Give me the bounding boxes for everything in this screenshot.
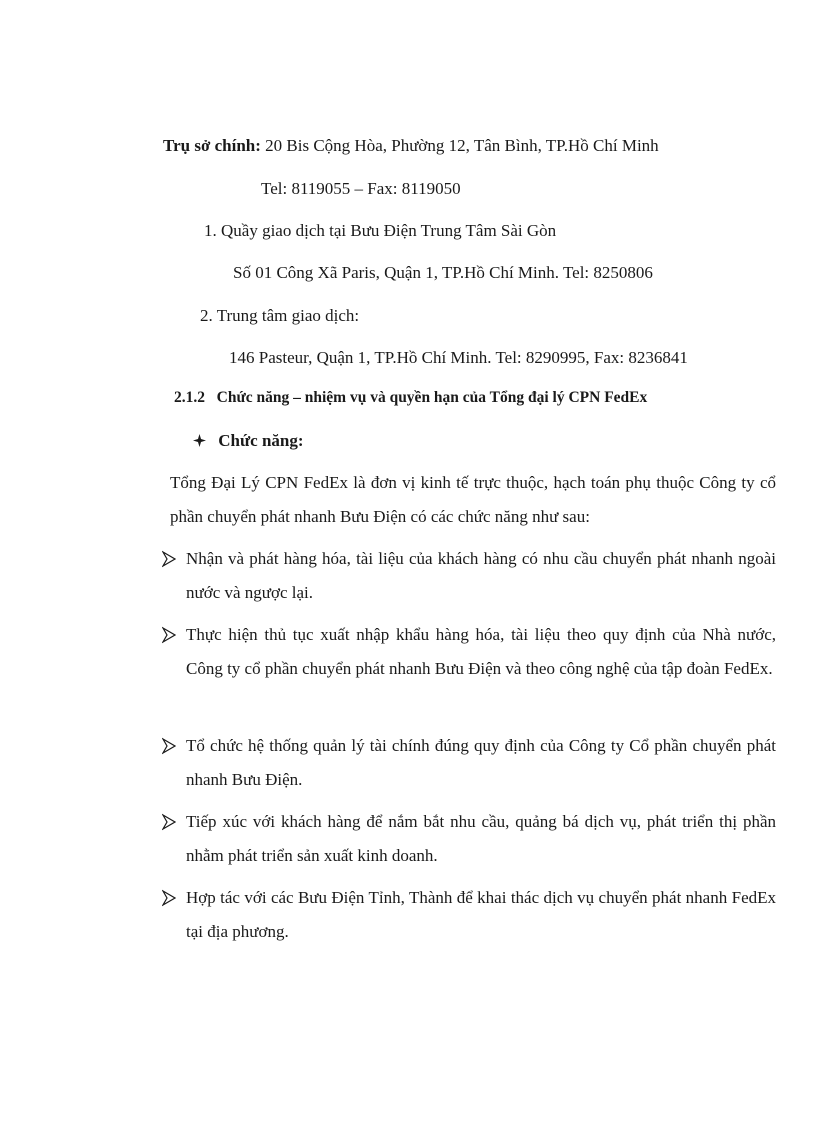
location-2-title: 2. Trung tâm giao dịch: [200, 306, 360, 325]
list-item-text: Hợp tác với các Bưu Điện Tỉnh, Thành để khai thác dịch vụ chuyển phát nhanh FedEx tại địa phương. [186, 888, 776, 941]
arrow-bullet-icon [162, 548, 176, 570]
section-heading [174, 387, 647, 409]
headquarters-address: 20 Bis Cộng Hòa, Phường 12, Tân Bình, TP.Hồ Chí Minh [260, 136, 659, 155]
list-item-text: Thực hiện thủ tục xuất nhập khẩu hàng hóa, tài liệu theo quy định của Nhà nước, Công ty cổ phần chuyển phát nhanh Bưu Điện và theo công nghệ của tập đoàn FedEx. [186, 625, 776, 678]
arrow-bullet-icon [162, 811, 176, 833]
arrow-bullet-icon [162, 887, 176, 909]
intro-paragraph: Tổng Đại Lý CPN FedEx là đơn vị kinh tế trực thuộc, hạch toán phụ thuộc Công ty cổ phần chuyển phát nhanh Bưu Điện có các chức năng như sau: [170, 473, 776, 526]
list-item [162, 542, 776, 610]
headquarters-line [163, 135, 659, 157]
diamond-bullet-icon [193, 434, 206, 447]
section-title: Chức năng – nhiệm vụ và quyền hạn của Tổng đại lý CPN FedEx [216, 389, 648, 406]
list-item [162, 729, 776, 797]
location-2-detail: 146 Pasteur, Quận 1, TP.Hồ Chí Minh. Tel: 8290995, Fax: 8236841 [229, 348, 688, 367]
subsection-title: Chức năng: [218, 431, 304, 450]
list-item-text: Nhận và phát hàng hóa, tài liệu của khách hàng có nhu cầu chuyển phát nhanh ngoài nước và ngược lại. [186, 549, 776, 602]
list-item [162, 881, 776, 949]
arrow-bullet-icon [162, 624, 176, 646]
subsection-heading [193, 430, 304, 452]
location-1-detail: Số 01 Công Xã Paris, Quận 1, TP.Hồ Chí Minh. Tel: 8250806 [233, 263, 653, 282]
section-number: 2.1.2 [174, 389, 205, 406]
location-1-title: 1. Quầy giao dịch tại Bưu Điện Trung Tâm Sài Gòn [204, 221, 557, 240]
arrow-bullet-icon [162, 735, 176, 757]
list-item-text: Tiếp xúc với khách hàng để nắm bắt nhu cầu, quảng bá dịch vụ, phát triển thị phần nhằm phát triển sản xuất kinh doanh. [186, 812, 776, 865]
list-item-text: Tổ chức hệ thống quản lý tài chính đúng quy định của Công ty Cổ phần chuyển phát nhanh Bưu Điện. [186, 736, 776, 789]
list-item [162, 618, 776, 686]
headquarters-label: Trụ sở chính: [163, 136, 261, 155]
list-item [162, 805, 776, 873]
headquarters-contact: Tel: 8119055 – Fax: 8119050 [261, 179, 461, 198]
